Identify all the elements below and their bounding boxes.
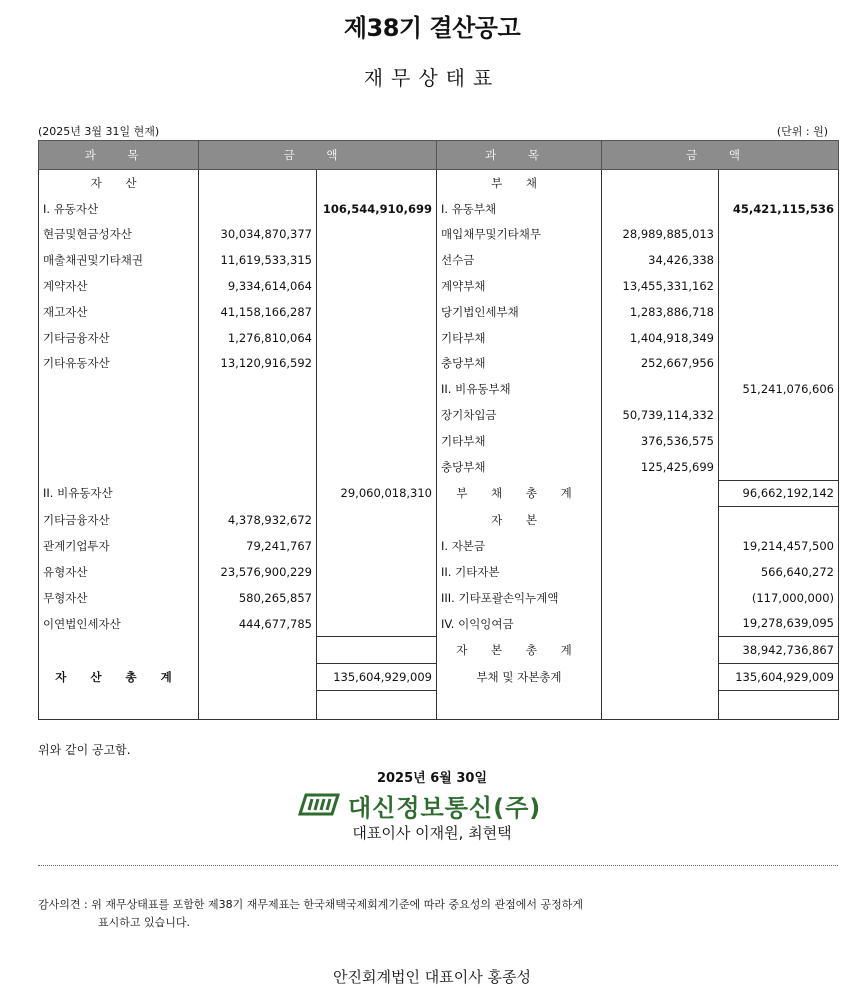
audit-opinion-line-1: 감사의견 : 위 재무상태표를 포함한 제38기 재무제표는 한국채택국제회계기준에 따라 중요성의 관점에서 공정하게 [38,898,583,911]
line-item-label: 이연법인세자산 [39,611,199,637]
equity-item-value: (117,000,000) [719,585,839,611]
line-item-label: 당기법인세부채 [437,299,602,325]
balance-sheet-table [38,140,839,720]
line-item-value: 30,034,870,377 [199,222,317,248]
table-row [39,247,839,273]
line-item-value: 41,158,166,287 [199,299,317,325]
line-item-label: 기타부채 [437,428,602,454]
equity-item-label: II. 기타자본 [437,559,602,585]
company-name: 대신정보통신(주) [348,793,542,822]
line-item-value: 1,283,886,718 [602,299,719,325]
current-assets-label: I. 유동자산 [39,196,199,222]
noncurrent-assets-label: II. 비유동자산 [39,480,199,507]
noncurrent-assets-total: 29,060,018,310 [317,480,437,507]
table-row [39,585,839,611]
equity-item-label: III. 기타포괄손익누계액 [437,585,602,611]
line-item-label: 기타유동자산 [39,351,199,377]
ceo-names: 대표이사 이재원, 최현택 [352,824,512,842]
line-item-label: 현금및현금성자산 [39,222,199,248]
liabilities-section-label: 부 채 [437,170,602,196]
table-header-row [39,141,839,170]
table-row [39,690,839,719]
equity-item-value: 19,278,639,095 [719,611,839,637]
line-item-value: 4,378,932,672 [199,507,317,533]
table-row [39,664,839,691]
dotted-divider [38,865,838,866]
line-item-value: 13,120,916,592 [199,351,317,377]
line-item-value: 444,677,785 [199,611,317,637]
table-row [39,222,839,248]
line-item-value: 580,265,857 [199,585,317,611]
table-row [39,637,839,664]
as-of-date: (2025년 3월 31일 현재) [38,125,160,138]
notice-text: 위와 같이 공고함. [38,743,131,757]
notice-date: 2025년 6월 30일 [376,771,488,786]
assets-total-label: 자 산 총 계 [39,664,199,691]
line-item-label: 선수금 [437,247,602,273]
audit-opinion-line-2: 표시하고 있습니다. [98,916,191,929]
current-assets-total: 106,544,910,699 [317,196,437,222]
audit-opinion [38,896,818,932]
assets-section-label: 자 산 [39,170,199,196]
line-item-label: 계약부채 [437,273,602,299]
table-row [39,480,839,507]
equity-total-value: 38,942,736,867 [719,637,839,664]
table-row [39,196,839,222]
table-row [39,299,839,325]
page-title: 제38기 결산공고 [343,14,521,42]
table-row [39,559,839,585]
line-item-value: 252,667,956 [602,351,719,377]
line-item-value: 1,404,918,349 [602,325,719,351]
line-item-value: 28,989,885,013 [602,222,719,248]
auditor-signature: 안진회계법인 대표이사 홍종성 [333,968,531,986]
noncurrent-liabilities-label: II. 비유동부채 [437,376,602,402]
noncurrent-liabilities-total: 51,241,076,606 [719,376,839,402]
line-item-label: 무형자산 [39,585,199,611]
table-row [39,611,839,637]
line-item-value: 34,426,338 [602,247,719,273]
equity-total-label: 자 본 총 계 [437,637,602,664]
current-liabilities-total: 45,421,115,536 [719,196,839,222]
table-row [39,376,839,402]
line-item-value: 23,576,900,229 [199,559,317,585]
equity-item-label: I. 자본금 [437,533,602,559]
line-item-label: 유형자산 [39,559,199,585]
liabilities-total-value: 96,662,192,142 [719,480,839,507]
table-row [39,533,839,559]
statement-title: 재무상태표 [363,66,501,90]
table-row [39,325,839,351]
line-item-value: 79,241,767 [199,533,317,559]
current-liabilities-label: I. 유동부채 [437,196,602,222]
table-row [39,273,839,299]
line-item-label: 재고자산 [39,299,199,325]
line-item-label: 충당부채 [437,454,602,480]
table-row [39,402,839,428]
line-item-label: 기타부채 [437,325,602,351]
header-item-left: 과 목 [39,141,199,170]
line-item-value: 50,739,114,332 [602,402,719,428]
line-item-label: 관계기업투자 [39,533,199,559]
line-item-label: 기타금융자산 [39,507,199,533]
table-row [39,428,839,454]
line-item-value: 9,334,614,064 [199,273,317,299]
table-row [39,351,839,377]
line-item-label: 매출채권및기타채권 [39,247,199,273]
line-item-value: 11,619,533,315 [199,247,317,273]
line-item-label: 충당부채 [437,351,602,377]
line-item-value: 1,276,810,064 [199,325,317,351]
grand-total-label: 부채 및 자본총계 [437,664,602,691]
equity-section-label: 자 본 [437,507,602,533]
grand-total-value: 135,604,929,009 [719,664,839,691]
unit-label: (단위 : 원) [776,125,828,138]
equity-item-value: 19,214,457,500 [719,533,839,559]
equity-item-value: 566,640,272 [719,559,839,585]
table-row [39,507,839,533]
assets-total-value: 135,604,929,009 [317,664,437,691]
line-item-label: 기타금융자산 [39,325,199,351]
line-item-label: 장기차입금 [437,402,602,428]
liabilities-total-label: 부 채 총 계 [437,480,602,507]
header-amount-right: 금 액 [602,141,839,170]
line-item-label: 계약자산 [39,273,199,299]
line-item-value: 376,536,575 [602,428,719,454]
header-item-right: 과 목 [437,141,602,170]
line-item-label: 매입채무및기타채무 [437,222,602,248]
line-item-value: 13,455,331,162 [602,273,719,299]
header-amount-left: 금 액 [199,141,437,170]
table-row [39,454,839,480]
line-item-value: 125,425,699 [602,454,719,480]
company-logo [296,789,541,821]
equity-item-label: IV. 이익잉여금 [437,611,602,637]
table-row [39,170,839,196]
company-logo-mark-icon [296,792,340,818]
